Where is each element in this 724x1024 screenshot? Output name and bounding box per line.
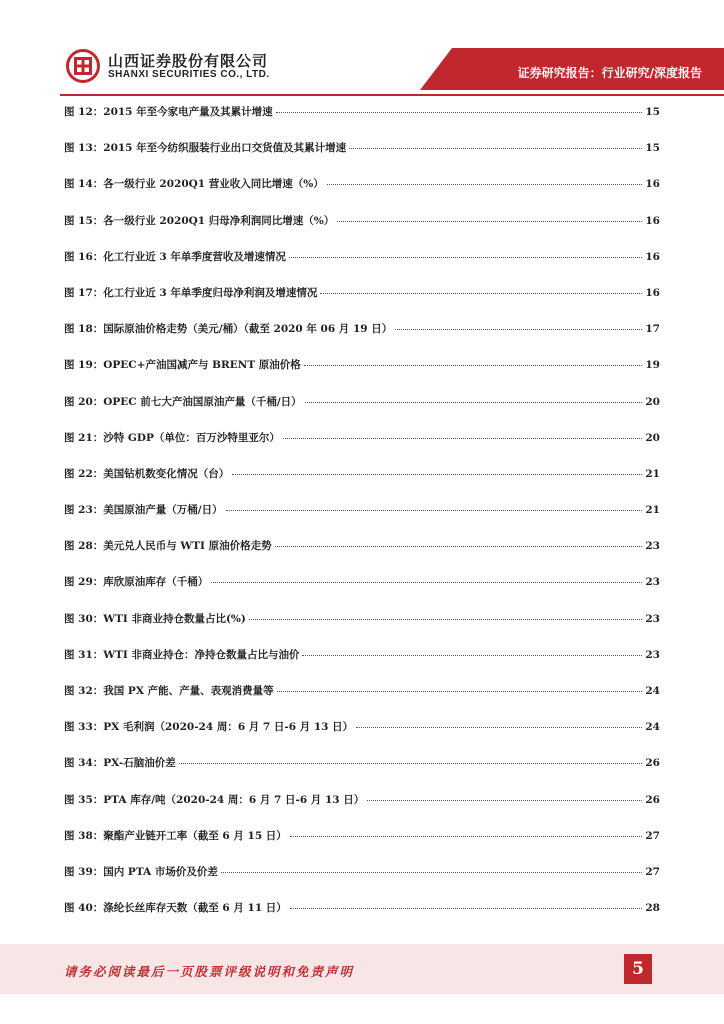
dot-leader	[367, 800, 642, 801]
dot-leader	[211, 582, 642, 583]
toc-entry-label: 图 29：库欣原油库存（千桶）	[64, 576, 209, 589]
dot-leader	[221, 872, 643, 873]
dot-leader	[232, 474, 642, 475]
toc-entry-page: 17	[645, 323, 660, 336]
toc-entry-label: 图 14：各一级行业 2020Q1 营业收入同比增速（%）	[64, 178, 324, 191]
toc-entry-label: 图 28：美元兑人民币与 WTI 原油价格走势	[64, 540, 272, 553]
toc-entry-page: 19	[645, 359, 660, 372]
dot-leader	[327, 184, 643, 185]
toc-entry-page: 23	[645, 576, 660, 589]
toc-entry[interactable]	[64, 211, 660, 247]
toc-entry[interactable]	[64, 283, 660, 319]
toc-entry-label: 图 22：美国钻机数变化情况（台）	[64, 467, 230, 480]
company-name-en: SHANXI SECURITIES CO., LTD.	[108, 69, 270, 80]
toc-entry-page: 16	[645, 286, 660, 299]
toc-entry-label: 图 20：OPEC 前七大产油国原油产量（千桶/日）	[64, 395, 302, 408]
toc-entry-label: 图 39：国内 PTA 市场价及价差	[64, 865, 218, 878]
toc-entry[interactable]	[64, 826, 660, 862]
toc-entry-label: 图 15：各一级行业 2020Q1 归母净利润同比增速（%）	[64, 214, 335, 227]
dot-leader	[226, 510, 643, 511]
toc-entry-page: 16	[645, 178, 660, 191]
toc-entry-label: 图 30：WTI 非商业持仓数量占比(%)	[64, 612, 246, 625]
dot-leader	[275, 546, 643, 547]
toc-entry-page: 15	[645, 106, 660, 118]
toc-entry[interactable]	[64, 536, 660, 572]
toc-entry[interactable]	[64, 392, 660, 428]
toc-entry-label: 图 17：化工行业近 3 年单季度归母净利润及增速情况	[64, 286, 318, 299]
toc-entry-label: 图 21：沙特 GDP（单位：百万沙特里亚尔）	[64, 431, 280, 444]
toc-entry[interactable]	[64, 753, 660, 789]
toc-entry[interactable]	[64, 174, 660, 210]
page-footer	[0, 944, 724, 994]
header-red-band	[0, 0, 724, 96]
toc-entry-label: 图 18：国际原油价格走势（美元/桶）（截至 2020 年 06 月 19 日）	[64, 323, 393, 336]
page-header	[0, 0, 724, 96]
toc-entry-label: 图 35：PTA 库存/吨（2020-24 周：6 月 7 日-6 月 13 日）	[64, 793, 365, 806]
toc-entry-page: 21	[645, 467, 660, 480]
toc-entry-page: 26	[645, 793, 660, 806]
dot-leader	[349, 148, 642, 149]
toc-entry-label: 图 23：美国原油产量（万桶/日）	[64, 504, 223, 517]
toc-entry-page: 24	[645, 685, 660, 697]
toc-entry[interactable]	[64, 645, 660, 681]
toc-entry-label: 图 31：WTI 非商业持仓：净持仓数量占比与油价	[64, 648, 300, 661]
toc-entry[interactable]	[64, 247, 660, 283]
dot-leader	[289, 257, 642, 258]
toc-entry[interactable]	[64, 464, 660, 500]
toc-entry[interactable]	[64, 717, 660, 753]
dot-leader	[302, 655, 642, 656]
toc-entry-page: 26	[645, 757, 660, 770]
toc-entry-page: 16	[645, 250, 660, 263]
toc-entry-page: 28	[645, 902, 660, 915]
page-number: 5	[624, 954, 652, 984]
toc-entry-label: 图 12：2015 年至今家电产量及其累计增速	[64, 106, 273, 118]
report-type-label: 证券研究报告：行业研究/深度报告	[517, 66, 702, 80]
toc-entry-label: 图 16：化工行业近 3 年单季度营收及增速情况	[64, 250, 286, 263]
toc-entry-label: 图 33：PX 毛利润（2020-24 周：6 月 7 日-6 月 13 日）	[64, 721, 354, 734]
toc-entry[interactable]	[64, 355, 660, 391]
toc-entry[interactable]	[64, 898, 660, 934]
toc-entry-page: 16	[645, 214, 660, 227]
toc-entry[interactable]	[64, 572, 660, 608]
toc-entry[interactable]	[64, 428, 660, 464]
toc-entry-page: 23	[645, 648, 660, 661]
dot-leader	[304, 365, 643, 366]
toc-entry-page: 23	[645, 540, 660, 553]
toc-entry-label: 图 34：PX-石脑油价差	[64, 757, 176, 770]
dot-leader	[395, 329, 642, 330]
figure-list	[64, 102, 660, 934]
toc-entry-page: 24	[645, 721, 660, 734]
dot-leader	[277, 691, 643, 692]
shanxi-securities-logo-icon	[66, 49, 100, 83]
dot-leader	[320, 293, 642, 294]
dot-leader	[290, 836, 643, 837]
toc-entry[interactable]	[64, 862, 660, 898]
toc-entry-label: 图 32：我国 PX 产能、产量、表观消费量等	[64, 685, 274, 697]
dot-leader	[356, 727, 642, 728]
toc-entry-page: 20	[645, 395, 660, 408]
dot-leader	[305, 402, 643, 403]
toc-entry[interactable]	[64, 138, 660, 174]
toc-entry[interactable]	[64, 102, 660, 138]
dot-leader	[276, 112, 643, 113]
toc-entry[interactable]	[64, 500, 660, 536]
company-name-cn: 山西证券股份有限公司	[108, 52, 269, 70]
toc-entry-page: 23	[645, 612, 660, 625]
dot-leader	[337, 221, 642, 222]
toc-entry[interactable]	[64, 681, 660, 717]
dot-leader	[249, 619, 643, 620]
toc-entry[interactable]	[64, 319, 660, 355]
dot-leader	[283, 438, 642, 439]
toc-entry[interactable]	[64, 609, 660, 645]
toc-entry-label: 图 13：2015 年至今纺织服装行业出口交货值及其累计增速	[64, 142, 347, 155]
toc-entry-page: 15	[645, 142, 660, 155]
disclaimer-notice: 请务必阅读最后一页股票评级说明和免责声明	[64, 964, 355, 979]
toc-entry-label: 图 19：OPEC+产油国减产与 BRENT 原油价格	[64, 359, 301, 372]
toc-entry-label: 图 40：涤纶长丝库存天数（截至 6 月 11 日）	[64, 902, 287, 915]
header-divider	[60, 94, 724, 96]
toc-entry-page: 21	[645, 504, 660, 517]
toc-entry[interactable]	[64, 790, 660, 826]
toc-entry-page: 20	[645, 431, 660, 444]
dot-leader	[290, 908, 643, 909]
toc-entry-page: 27	[645, 865, 660, 878]
toc-entry-page: 27	[645, 829, 660, 842]
toc-entry-label: 图 38：聚酯产业链开工率（截至 6 月 15 日）	[64, 829, 287, 842]
dot-leader	[179, 763, 643, 764]
